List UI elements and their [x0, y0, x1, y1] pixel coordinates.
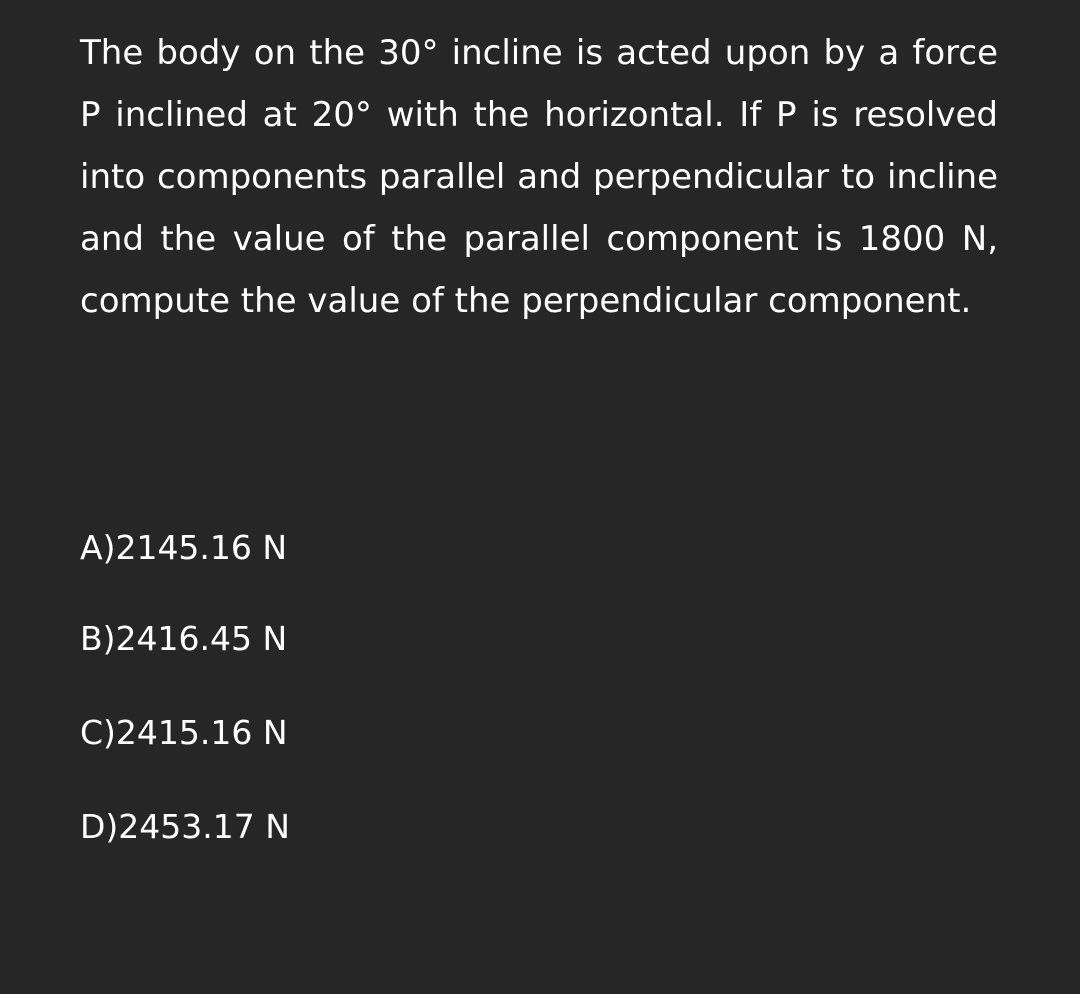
option-a[interactable]: A)2145.16 N — [80, 528, 288, 567]
question-text: The body on the 30° incline is acted upon by a force P inclined at 20° with the horizontal. If P is resolved into components parallel and perpendicular to incline and the value of the parallel component is 1800 N, compute the value of the perpendicular component. — [80, 33, 998, 321]
option-d[interactable]: D)2453.17 N — [80, 807, 290, 846]
option-b[interactable]: B)2416.45 N — [80, 619, 288, 658]
option-c[interactable]: C)2415.16 N — [80, 713, 288, 752]
